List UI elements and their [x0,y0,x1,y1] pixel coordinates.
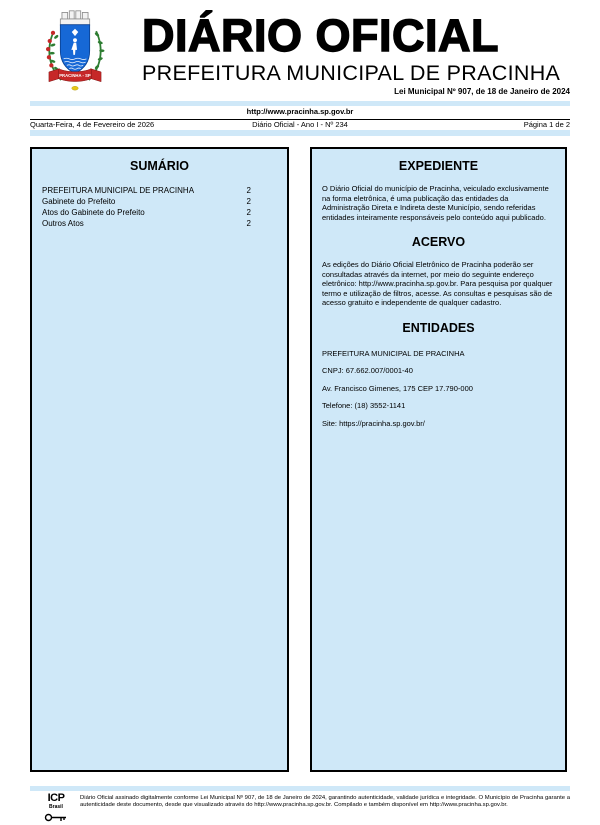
header-accent-bar [30,101,570,106]
key-icon [44,813,68,822]
header-accent-bar-bottom [30,130,570,136]
municipal-coat-of-arms-icon [33,10,117,98]
gazette-title: DIÁRIO OFICIAL [142,10,499,61]
toc-entry-page: 2 [246,208,251,217]
entity-site: Site: https://pracinha.sp.gov.br/ [322,418,425,428]
info-panel [310,147,567,772]
acervo-text: As edições do Diário Oficial Eletrônico de Pracinha poderão ser consultadas através da internet, por meio do seguinte endereço eletrônico: http://www.pracinha.sp.gov.br. Para pesquisa por qualquer termo e utilização de filtros, acesse. As consultas e pesquisas são de acesso gratuito e independente de qualquer cadastro. [322,260,553,307]
crest-ribbon-text: PRACINHA - SP [59,73,91,79]
entity-phone: Telefone: (18) 3552-1141 [322,401,406,410]
toc-entry-page: 2 [246,219,251,228]
toc-entry-page: 2 [246,197,251,206]
toc-entry-label: Outros Atos [42,219,84,228]
summary-panel [30,147,289,772]
toc-row [42,197,251,207]
digital-signature-notice: Diário Oficial assinado digitalmente conforme Lei Municipal Nº 907, de 18 de Janeiro de 2024, garantindo autenticidade, validade jurídica e integridade. O Município de Pracinha garante a autenticidade deste documento, desde que visualizado através do http://www.pracinha.sp.gov.br. Compilado e também disponível em http://www.pracinha.sp.gov.br. [80,795,570,808]
expediente-title: EXPEDIENTE [398,159,479,173]
icp-logo-subtext: Brasil [49,804,63,810]
footer-accent-bar [30,786,570,791]
toc-entry-page: 2 [246,186,251,195]
entity-cnpj: CNPJ: 67.662.007/0001-40 [322,366,413,375]
summary-toc [42,186,251,229]
gazette-url: http://www.pracinha.sp.gov.br [30,107,570,120]
toc-entry-label: Gabinete do Prefeito [42,197,116,206]
toc-row [42,208,251,218]
masthead [142,10,572,86]
toc-entry-label: Atos do Gabinete do Prefeito [42,208,145,217]
acervo-title: ACERVO [411,235,466,249]
toc-entry-label: PREFEITURA MUNICIPAL DE PRACINHA [42,186,195,195]
entidades-title: ENTIDADES [402,320,475,335]
entity-name: PREFEITURA MUNICIPAL DE PRACINHA [322,348,465,358]
edition-number: Diário Oficial - Ano I - Nº 234 [252,120,348,129]
edition-date: Quarta-Feira, 4 de Fevereiro de 2026 [30,120,155,129]
expediente-text: O Diário Oficial do município de Pracinha, veiculado exclusivamente na forma eletrônica, é uma publicação das entidades da Administração Direta e Indireta deste Município, sendo referidas entidades inteiramente responsáveis pelo conteúdo aqui publicado. [322,184,549,222]
law-reference: Lei Municipal Nº 907, de 18 de Janeiro de 2024 [394,87,570,96]
icp-brasil-logo [38,793,74,825]
summary-title: SUMÁRIO [129,159,190,173]
entity-address: Av. Francisco Gimenes, 175 CEP 17.790-000 [322,383,473,393]
page-indicator: Página 1 de 2 [523,120,570,129]
gazette-subtitle: PREFEITURA MUNICIPAL DE PRACINHA [142,60,561,85]
icp-logo-text: ICP [47,792,65,804]
edition-meta-row [30,120,570,129]
entities-list [322,349,555,428]
toc-row [42,186,251,196]
toc-row [42,219,251,229]
